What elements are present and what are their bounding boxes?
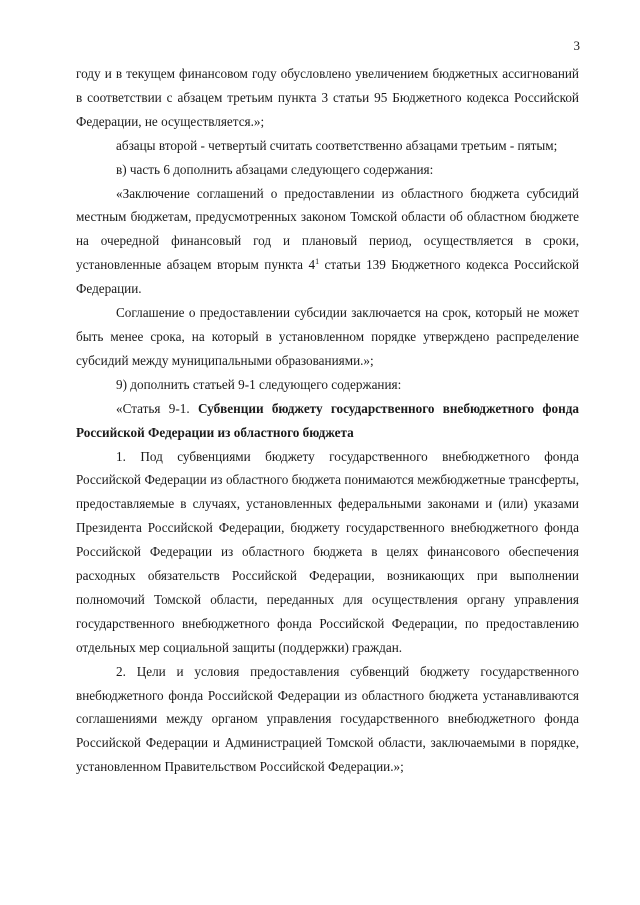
article-heading-prefix: «Статья 9-1. xyxy=(116,400,198,416)
paragraph-continuation: году и в текущем финансовом году обусловлено увеличением бюджетных ассигнований в соответствии с абзацем третьим пункта 3 статьи 95 Бюджетного кодекса Российской Федерации, не осуществляется.»; xyxy=(76,66,579,129)
document-body xyxy=(76,62,579,779)
article-clause-1: 1. Под субвенциями бюджету государственного внебюджетного фонда Российской Федерации из областного бюджета понимаются межбюджетные трансферты, предоставляемые в случаях, установленных федеральными законами и (или) указами Президента Российской Федерации, бюджету государственного внебюджетного фонда Российской Федерации из областного бюджета в целях финансового обеспечения расходных обязательств Российской Федерации, возникающих при выполнении полномочий Томской области, переданных для осуществления органу управления государственного внебюджетного фонда Российской Федерации, по предоставлению отдельных мер социальной защиты (поддержки) граждан. xyxy=(76,448,579,655)
paragraph-amendment-item-v: в) часть 6 дополнить абзацами следующего содержания: xyxy=(116,161,434,177)
superscript-index: 1 xyxy=(315,257,320,267)
paragraph-agreement-text-a: «Заключение соглашений о предоставлении из областного бюджета субсидий местным бюджетам, предусмотренных законом Томской области об областном бюджете на очередной финансовый год и плановый период, осуществляется в сроки, установленные абзацем вторым пункта 4 xyxy=(76,185,579,273)
paragraph-renumbering: абзацы второй - четвертый считать соответственно абзацами третьим - пятым; xyxy=(116,137,558,153)
paragraph-item-9: 9) дополнить статьей 9-1 следующего содержания: xyxy=(116,376,402,392)
article-heading-title: Субвенции бюджету государственного внебюджетного фонда Российской Федерации из областного бюджета xyxy=(76,400,580,440)
paragraph-subsidy-agreement-term: Соглашение о предоставлении субсидии заключается на срок, который не может быть менее срока, на который в установленном порядке утверждено распределение субсидий между муниципальными образованиями.»; xyxy=(76,305,579,368)
page-number: 3 xyxy=(573,38,580,53)
article-clause-2: 2. Цели и условия предоставления субвенций бюджету государственного внебюджетного фонда Российской Федерации из областного бюджета устанавливаются соглашениями между органом управления государственного внебюджетного фонда Российской Федерации и Администрацией Томской области, заключаемыми в порядке, установленном Правительством Российской Федерации.»; xyxy=(76,663,579,775)
article-heading xyxy=(76,397,579,445)
paragraph-agreement-text-b: статьи 139 Бюджетного кодекса Российской Федерации. xyxy=(76,257,579,297)
paragraph-agreement-conclusion xyxy=(76,182,579,302)
